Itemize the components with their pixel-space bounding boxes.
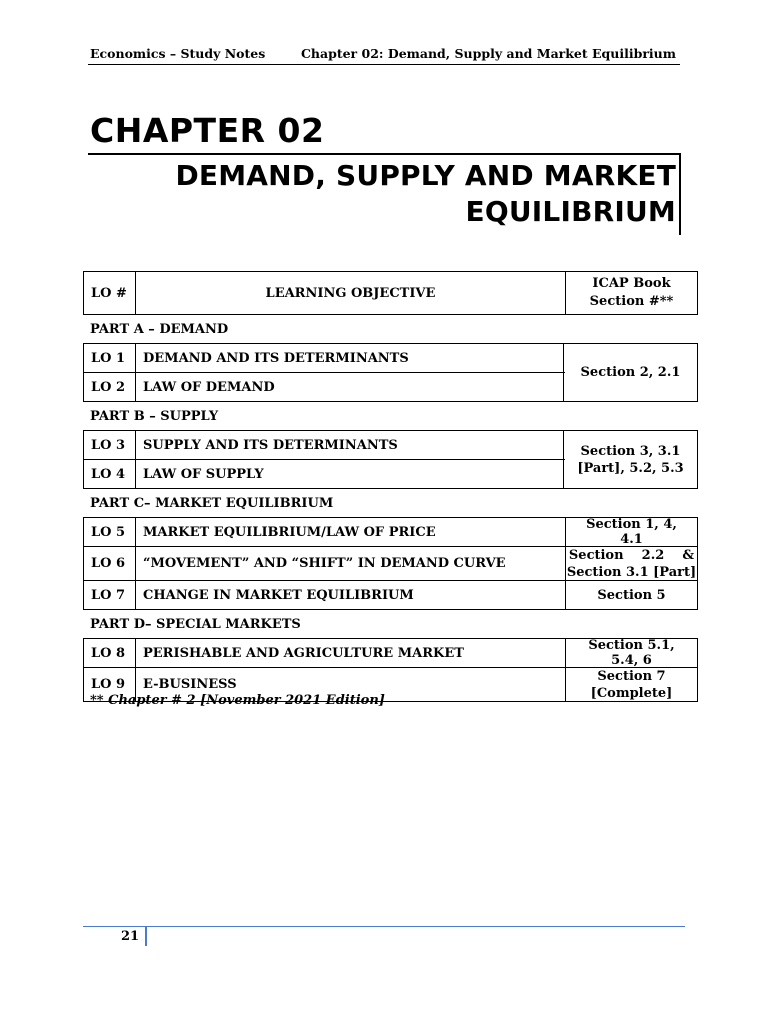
table-row [84,639,697,667]
lo-cell: LO 9 [91,677,126,692]
table-row [84,580,697,609]
footer-divider [83,926,685,927]
chapter-rule [88,153,680,155]
objective-cell: E-BUSINESS [135,668,565,701]
chapter-title-line2: EQUILIBRIUM [465,195,676,228]
table-row [84,518,697,546]
lo-cell: LO 3 [91,437,126,453]
footer-page-marker [145,927,147,946]
section-line2: Section 3.1 [Part] [566,564,697,580]
chapter-title-line1: DEMAND, SUPPLY AND MARKET [175,159,676,192]
objective-cell: MARKET EQUILIBRIUM/LAW OF PRICE [135,518,565,546]
section-cell [565,547,697,580]
lo-cell: LO 1 [91,350,126,366]
objective-cell: SUPPLY AND ITS DETERMINANTS [135,431,565,459]
part-b-label: PART B – SUPPLY [90,408,219,424]
header-divider [88,64,680,65]
objective-cell: LAW OF SUPPLY [135,460,565,488]
lo-cell: LO 6 [91,556,126,571]
lo-cell: LO 8 [91,645,126,661]
section-line1: Section 3, 3.1 [580,443,681,459]
table-row [84,546,697,580]
header-section-line2: Section #** [589,294,674,309]
objective-cell: CHANGE IN MARKET EQUILIBRIUM [135,581,565,609]
part-a-group [83,343,698,402]
lo-cell: LO 4 [91,466,126,482]
part-d-label: PART D– SPECIAL MARKETS [90,616,301,632]
table-header-row [83,271,698,315]
section-cell [563,431,697,488]
table-row [84,431,565,459]
part-b-group [83,430,698,489]
table-row [84,372,565,401]
section-cell: Section 2, 2.1 [563,344,697,401]
header-section [565,272,697,314]
section-cell [565,668,697,701]
header-section-line1: ICAP Book [592,276,671,291]
objective-cell: PERISHABLE AND AGRICULTURE MARKET [135,639,565,667]
section-cell: Section 5 [565,581,697,609]
header-objective: LEARNING OBJECTIVE [135,272,565,314]
header-lo: LO # [91,285,127,301]
table-row [84,459,565,488]
running-header-right: Chapter 02: Demand, Supply and Market Equilibrium [300,46,676,61]
section-line2: [Complete] [590,685,673,701]
learning-objectives-table [83,271,698,702]
section-cell: Section 5.1, 5.4, 6 [565,639,697,667]
footnote: ** Chapter # 2 [November 2021 Edition] [90,693,385,708]
objective-cell: LAW OF DEMAND [135,373,565,401]
table-row [84,344,565,372]
chapter-vertical-rule [679,153,681,235]
part-c-group [83,517,698,610]
lo-cell: LO 5 [91,524,126,540]
chapter-title [175,158,676,230]
part-c-label: PART C– MARKET EQUILIBRIUM [90,495,334,511]
section-line1: Section 2.2 & [568,547,695,563]
section-cell: Section 1, 4, 4.1 [565,518,697,546]
lo-cell: LO 2 [91,379,126,395]
section-line1: Section 7 [597,668,666,684]
objective-cell: “MOVEMENT” AND “SHIFT” IN DEMAND CURVE [135,547,565,580]
section-line2: [Part], 5.2, 5.3 [577,460,684,476]
part-a-label: PART A – DEMAND [90,321,229,337]
running-header-left: Economics – Study Notes [90,46,266,61]
lo-cell: LO 7 [91,587,126,603]
chapter-number: CHAPTER 02 [90,111,325,150]
page-number: 21 [121,929,140,944]
objective-cell: DEMAND AND ITS DETERMINANTS [135,344,565,372]
